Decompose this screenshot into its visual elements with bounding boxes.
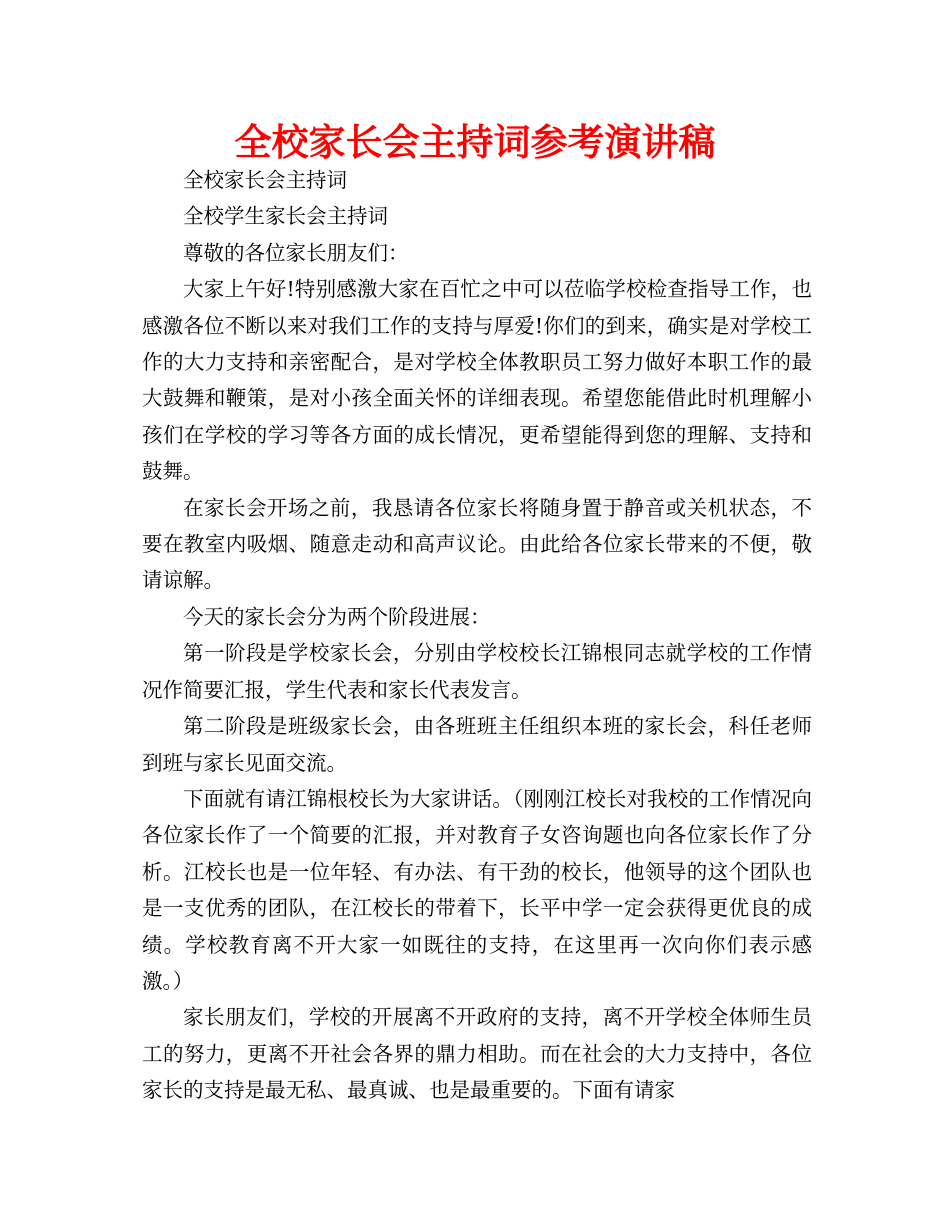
- paragraph: 第二阶段是班级家长会，由各班班主任组织本班的家长会，科任老师到班与家长见面交流。: [142, 714, 812, 775]
- paragraph: 第一阶段是学校家长会，分别由学校校长江锦根同志就学校的工作情况作简要汇报，学生代表和家长代表发言。: [142, 641, 812, 702]
- paragraph: 家长朋友们，学校的开展离不开政府的支持，离不开学校全体师生员工的努力，更离不开社会各界的鼎力相助。而在社会的大力支持中，各位家长的支持是最无私、最真诚、也是最重要的。下面有请家: [142, 1005, 812, 1103]
- paragraph: 尊敬的各位家长朋友们：: [183, 240, 409, 265]
- paragraph: 下面就有请江锦根校长为大家讲话。（刚刚江校长对我校的工作情况向各位家长作了一个简要的汇报，并对教育子女咨询题也向各位家长作了分析。江校长也是一位年轻、有办法、有干劲的校长，他领导的这个团队也是一支优秀的团队，在江校长的带着下，长平中学一定会获得更优良的成绩。学校教育离不开大家一如既往的支持，在这里再一次向你们表示感激。）: [142, 786, 812, 993]
- paragraph: 大家上午好!特别感激大家在百忙之中可以莅临学校检查指导工作，也感激各位不断以来对我们工作的支持与厚爱!你们的到来，确实是对学校工作的大力支持和亲密配合，是对学校全体教职员工努力做好本职工作的最大鼓舞和鞭策，是对小孩全面关怀的详细表现。希望您能借此时机理解小孩们在学校的学习等各方面的成长情况，更希望能得到您的理解、支持和鼓舞。: [142, 277, 812, 484]
- document-body: [142, 162, 812, 1109]
- paragraph: 今天的家长会分为两个阶段进展：: [183, 604, 491, 629]
- paragraph: 在家长会开场之前，我恳请各位家长将随身置于静音或关机状态，不要在教室内吸烟、随意走动和高声议论。由此给各位家长带来的不便，敬请谅解。: [142, 495, 812, 593]
- paragraph: 全校学生家长会主持词: [183, 204, 388, 229]
- document-title: 全校家长会主持词参考演讲稿: [234, 121, 716, 164]
- paragraph: 全校家长会主持词: [183, 168, 347, 192]
